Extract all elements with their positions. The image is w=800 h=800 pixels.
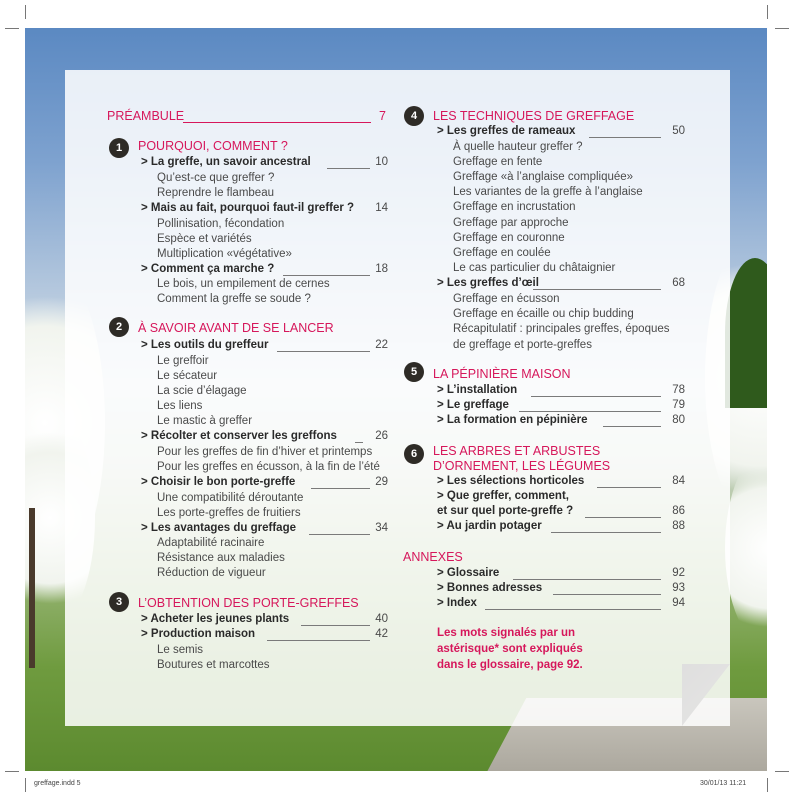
crop-mark — [767, 778, 768, 792]
page-number: 92 — [672, 567, 685, 579]
toc-subentry[interactable]: Espèce et variétés — [157, 233, 252, 245]
crop-mark — [5, 771, 19, 772]
toc-entry[interactable]: > Choisir le bon porte-greffe — [141, 476, 296, 488]
toc-entry[interactable]: > La greffe, un savoir ancestral — [141, 156, 311, 168]
toc-entry[interactable]: et sur quel porte-greffe ? — [437, 505, 574, 517]
toc-subentry[interactable]: Le greffoir — [157, 355, 209, 367]
toc-subentry[interactable]: Multiplication «végétative» — [157, 248, 292, 260]
toc-subentry[interactable]: Pour les greffes de fin d’hiver et printemps — [157, 446, 373, 458]
crop-mark — [25, 778, 26, 792]
section-badge: 3 — [109, 592, 129, 612]
toc-subentry[interactable]: Reprendre le flambeau — [157, 187, 274, 199]
toc-subentry[interactable]: La scie d’élagage — [157, 385, 247, 397]
toc-subentry[interactable]: Réduction de vigueur — [157, 567, 266, 579]
leader-line — [533, 289, 661, 290]
toc-entry[interactable]: > Récolter et conserver les greffons — [141, 430, 337, 442]
toc-preambule[interactable]: PRÉAMBULE — [107, 109, 185, 123]
toc-entry[interactable]: > La formation en pépinière — [437, 414, 588, 426]
toc-subentry[interactable]: Greffage en fente — [453, 156, 543, 168]
leader-line — [589, 137, 661, 138]
leader-line — [519, 411, 661, 412]
toc-entry[interactable]: > Glossaire — [437, 567, 500, 579]
page-number: 68 — [672, 277, 685, 289]
leader-line — [513, 579, 661, 580]
leader-line — [585, 517, 661, 518]
footer-filename: greffage.indd 5 — [34, 780, 81, 787]
toc-entry[interactable]: > Les greffes d’œil — [437, 277, 539, 289]
toc-subentry[interactable]: Greffage en coulée — [453, 247, 551, 259]
page-number: 88 — [672, 520, 685, 532]
section-badge: 6 — [404, 444, 424, 464]
toc-subentry[interactable]: Récapitulatif : principales greffes, époques — [453, 323, 670, 335]
section-title[interactable]: À SAVOIR AVANT DE SE LANCER — [138, 321, 334, 335]
page-number: 84 — [672, 475, 685, 487]
page-number: 7 — [379, 109, 386, 123]
toc-subentry[interactable]: Qu’est-ce que greffer ? — [157, 172, 275, 184]
toc-subentry[interactable]: Pollinisation, fécondation — [157, 218, 285, 230]
page-number: 50 — [672, 125, 685, 137]
crop-mark — [5, 28, 19, 29]
leader-line — [551, 532, 661, 533]
toc-subentry[interactable]: Le cas particulier du châtaignier — [453, 262, 616, 274]
page-number: 40 — [375, 613, 388, 625]
toc-subentry[interactable]: Greffage en écaille ou chip budding — [453, 308, 634, 320]
leader-line — [267, 640, 370, 641]
toc-subentry[interactable]: Greffage en écusson — [453, 293, 560, 305]
leader-line — [283, 275, 370, 276]
leader-line — [553, 594, 661, 595]
toc-panel — [65, 70, 730, 726]
toc-subentry[interactable]: Le sécateur — [157, 370, 218, 382]
crop-mark — [767, 5, 768, 19]
leader-line — [603, 426, 661, 427]
toc-entry[interactable]: > Production maison — [141, 628, 256, 640]
toc-entry[interactable]: > Que greffer, comment, — [437, 490, 569, 502]
toc-subentry[interactable]: Greffage en incrustation — [453, 201, 576, 213]
toc-subentry[interactable]: de greffage et porte-greffes — [453, 339, 592, 351]
toc-subentry[interactable]: Adaptabilité racinaire — [157, 537, 265, 549]
leader-line — [277, 351, 370, 352]
toc-entry[interactable]: > L’installation — [437, 384, 518, 396]
toc-subentry[interactable]: Le mastic à greffer — [157, 415, 253, 427]
crop-mark — [775, 771, 789, 772]
page-number: 10 — [375, 156, 388, 168]
page-number: 86 — [672, 505, 685, 517]
toc-subentry[interactable]: Greffage par approche — [453, 217, 569, 229]
page-number: 34 — [375, 522, 388, 534]
toc-entry[interactable]: > Acheter les jeunes plants — [141, 613, 290, 625]
section-title[interactable]: LA PÉPINIÈRE MAISON — [433, 367, 571, 381]
crop-mark — [25, 5, 26, 19]
section-title[interactable]: LES ARBRES ET ARBUSTES — [433, 444, 601, 458]
toc-entry[interactable]: > Au jardin potager — [437, 520, 542, 532]
toc-entry[interactable]: > Les greffes de rameaux — [437, 125, 576, 137]
toc-entry[interactable]: > Bonnes adresses — [437, 582, 543, 594]
leader-line — [485, 609, 661, 610]
page-number: 78 — [672, 384, 685, 396]
leader-line — [183, 122, 371, 123]
section-badge: 2 — [109, 317, 129, 337]
page-number: 79 — [672, 399, 685, 411]
toc-entry[interactable]: > Les outils du greffeur — [141, 339, 269, 351]
toc-entry[interactable]: > Mais au fait, pourquoi faut-il greffer ? — [141, 202, 355, 214]
section-badge: 5 — [404, 362, 424, 382]
toc-entry[interactable]: > Index — [437, 597, 477, 609]
glossary-note: Les mots signalés par un — [437, 627, 576, 639]
page-number: 29 — [375, 476, 388, 488]
toc-entry[interactable]: > Les avantages du greffage — [141, 522, 296, 534]
toc-subentry[interactable]: Comment la greffe se soude ? — [157, 293, 311, 305]
section-badge: 4 — [404, 106, 424, 126]
toc-subentry[interactable]: Les variantes de la greffe à l’anglaise — [453, 186, 643, 198]
toc-subentry[interactable]: Greffage en couronne — [453, 232, 565, 244]
page-number: 22 — [375, 339, 388, 351]
toc-subentry[interactable]: Boutures et marcottes — [157, 659, 270, 671]
toc-subentry[interactable]: À quelle hauteur greffer ? — [453, 141, 583, 153]
toc-subentry[interactable]: Une compatibilité déroutante — [157, 492, 304, 504]
section-title[interactable]: ANNEXES — [403, 550, 463, 564]
section-title[interactable]: D’ORNEMENT, LES LÉGUMES — [433, 459, 611, 473]
section-title[interactable]: L’OBTENTION DES PORTE-GREFFES — [138, 596, 359, 610]
page-number: 80 — [672, 414, 685, 426]
page-number: 14 — [375, 202, 388, 214]
glossary-note: dans le glossaire, page 92. — [437, 659, 583, 671]
toc-subentry[interactable]: Les porte-greffes de fruitiers — [157, 507, 301, 519]
toc-subentry[interactable]: Le semis — [157, 644, 204, 656]
leader-line — [531, 396, 661, 397]
glossary-note: astérisque* sont expliqués — [437, 643, 583, 655]
toc-subentry[interactable]: Pour les greffes en écusson, à la fin de l’été — [157, 461, 380, 473]
toc-entry[interactable]: > Comment ça marche ? — [141, 263, 275, 275]
toc-subentry[interactable]: Greffage «à l’anglaise compliquée» — [453, 171, 634, 183]
page-number: 42 — [375, 628, 388, 640]
toc-subentry[interactable]: Les liens — [157, 400, 203, 412]
toc-subentry[interactable]: Le bois, un empilement de cernes — [157, 278, 330, 290]
toc-entry[interactable]: > Les sélections horticoles — [437, 475, 585, 487]
toc-subentry[interactable]: Résistance aux maladies — [157, 552, 285, 564]
leader-line — [597, 487, 661, 488]
page-number: 94 — [672, 597, 685, 609]
tree-trunk — [29, 508, 35, 668]
toc-entry[interactable]: > Le greffage — [437, 399, 509, 411]
section-title[interactable]: LES TECHNIQUES DE GREFFAGE — [433, 109, 635, 123]
crop-mark — [775, 28, 789, 29]
page-number: 18 — [375, 263, 388, 275]
section-title[interactable]: POURQUOI, COMMENT ? — [138, 139, 288, 153]
footer-date: 30/01/13 11:21 — [700, 780, 747, 787]
page-number: 26 — [375, 430, 388, 442]
page-number: 93 — [672, 582, 685, 594]
section-badge: 1 — [109, 138, 129, 158]
